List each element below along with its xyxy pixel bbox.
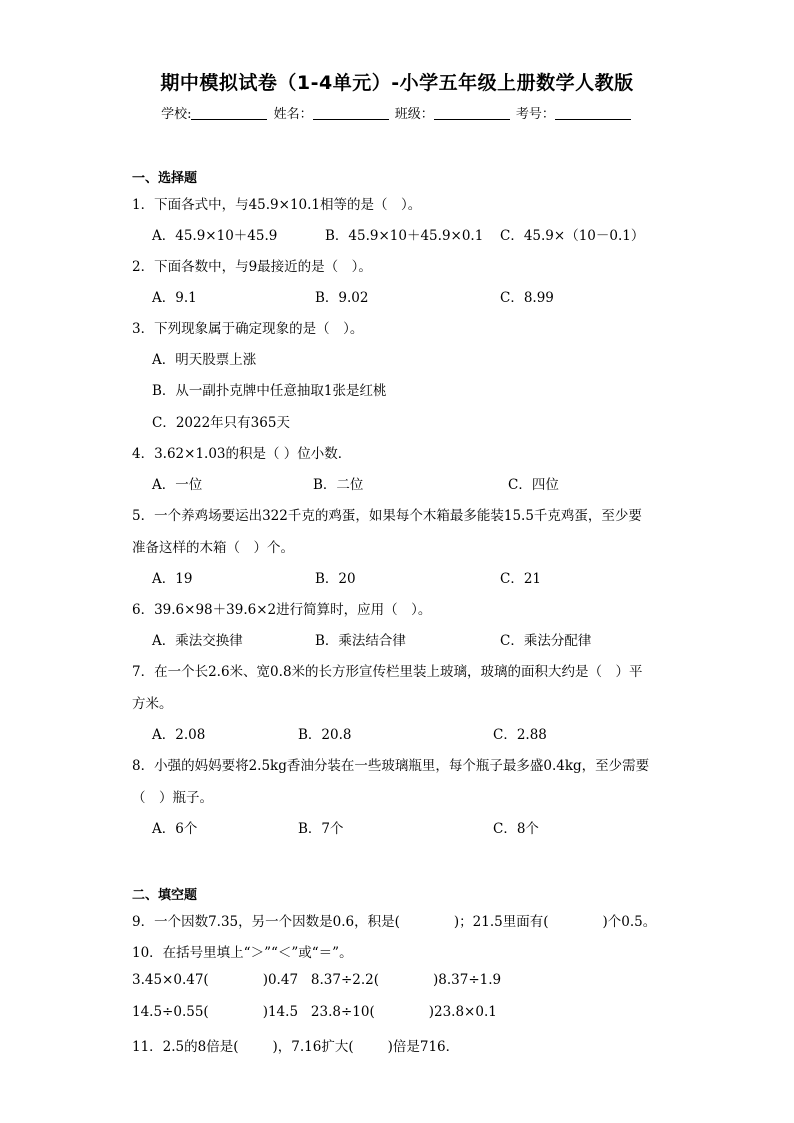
student-info-line [0, 103, 794, 122]
q10-r1-right-rhs: )8.37÷1.9 [433, 972, 502, 988]
q2-option-b: B．9.02 [315, 290, 369, 306]
q8-option-c: C．8个 [493, 821, 539, 837]
q4-option-a: A．一位 [152, 477, 203, 493]
q11-part-3: )倍是716． [387, 1039, 460, 1055]
q11-part-1: 11．2.5的8倍是( [132, 1039, 239, 1055]
q8-option-a: A．6个 [152, 821, 198, 837]
q1-option-a: A．45.9×10＋45.9 [152, 228, 278, 244]
question-5-line-1: 5．一个养鸡场要运出322千克的鸡蛋，如果每个木箱最多能装15.5千克鸡蛋，至少要 [132, 508, 642, 524]
school-label: 学校: [161, 107, 192, 122]
section-fill-heading: 二、填空题 [132, 888, 198, 903]
q10-r2-left-expr: 14.5÷0.55( [132, 1004, 209, 1020]
exam-number-label: 考号： [515, 107, 555, 122]
q2-option-a: A．9.1 [152, 290, 197, 306]
question-6: 6．39.6×98＋39.6×2进行简算时，应用（ ）。 [132, 602, 432, 618]
question-3: 3．下列现象属于确定现象的是（ ）。 [132, 321, 364, 337]
q6-option-b: B．乘法结合律 [315, 633, 406, 649]
school-blank[interactable] [191, 107, 267, 120]
question-1: 1．下面各式中，与45.9×10.1相等的是（ ）。 [132, 197, 422, 213]
q9-part-2: )；21.5里面有( [453, 914, 549, 930]
name-label: 姓名： [273, 107, 313, 122]
q3-option-b: B．从一副扑克牌中任意抽取1张是红桃 [152, 383, 387, 399]
q6-option-c: C．乘法分配律 [500, 633, 592, 649]
q6-option-a: A．乘法交换律 [152, 633, 243, 649]
class-blank[interactable] [434, 107, 510, 120]
question-8-line-2: （ ）瓶子。 [132, 790, 213, 806]
q7-option-b: B．20.8 [298, 727, 352, 743]
q3-option-c: C．2022年只有365天 [152, 415, 290, 431]
page-title: 期中模拟试卷（1-4单元）-小学五年级上册数学人教版 [160, 72, 634, 94]
question-5-line-2: 准备这样的木箱（ ）个。 [132, 540, 294, 556]
q2-option-c: C．8.99 [500, 290, 554, 306]
q3-option-a: A．明天股票上涨 [152, 352, 257, 368]
question-4: 4．3.62×1.03的积是（ ）位小数． [132, 446, 352, 462]
q7-option-c: C．2.88 [493, 727, 547, 743]
q5-option-b: B．20 [315, 571, 356, 587]
q1-option-b: B．45.9×10＋45.9×0.1 [325, 228, 484, 244]
q9-part-3: )个0.5。 [602, 914, 657, 930]
q10-r1-right-expr: 8.37÷2.2( [310, 972, 380, 988]
q8-option-b: B．7个 [298, 821, 344, 837]
q10-r1-left-rhs: )0.47 [262, 972, 299, 988]
q4-option-b: B．二位 [313, 477, 364, 493]
q10-row-2 [132, 1004, 497, 1020]
q10-row-1 [132, 972, 501, 988]
exam-number-blank[interactable] [555, 107, 631, 120]
question-8-line-1: 8．小强的妈妈要将2.5kg香油分装在一些玻璃瓶里，每个瓶子最多盛0.4kg，至少需要 [132, 758, 650, 774]
question-2: 2．下面各数中，与9最接近的是（ ）。 [132, 259, 372, 275]
q5-option-c: C．21 [500, 571, 542, 587]
q7-option-a: A．2.08 [152, 727, 206, 743]
question-7-line-2: 方米。 [132, 696, 173, 712]
question-11 [132, 1035, 459, 1055]
question-7-line-1: 7．在一个长2.6米、宽0.8米的长方形宣传栏里装上玻璃，玻璃的面积大约是（ ）平 [132, 664, 643, 680]
class-label: 班级： [394, 107, 434, 122]
q1-option-c: C．45.9×（10－0.1） [500, 228, 645, 244]
question-9 [132, 910, 656, 930]
q10-r1-left-expr: 3.45×0.47( [132, 972, 209, 988]
q10-r2-right-expr: 23.8÷10( [310, 1004, 375, 1020]
q4-option-c: C．四位 [508, 477, 559, 493]
q11-part-2: )，7.16扩大( [272, 1039, 354, 1055]
q9-part-1: 9．一个因数7.35，另一个因数是0.6，积是( [132, 914, 400, 930]
question-10: 10．在括号里填上“＞”“＜”或“＝”。 [132, 945, 353, 961]
q10-r2-left-rhs: )14.5 [262, 1004, 299, 1020]
q5-option-a: A．19 [152, 571, 193, 587]
section-choice-heading: 一、选择题 [132, 171, 198, 186]
name-blank[interactable] [313, 107, 389, 120]
q10-r2-right-rhs: )23.8×0.1 [428, 1004, 497, 1020]
